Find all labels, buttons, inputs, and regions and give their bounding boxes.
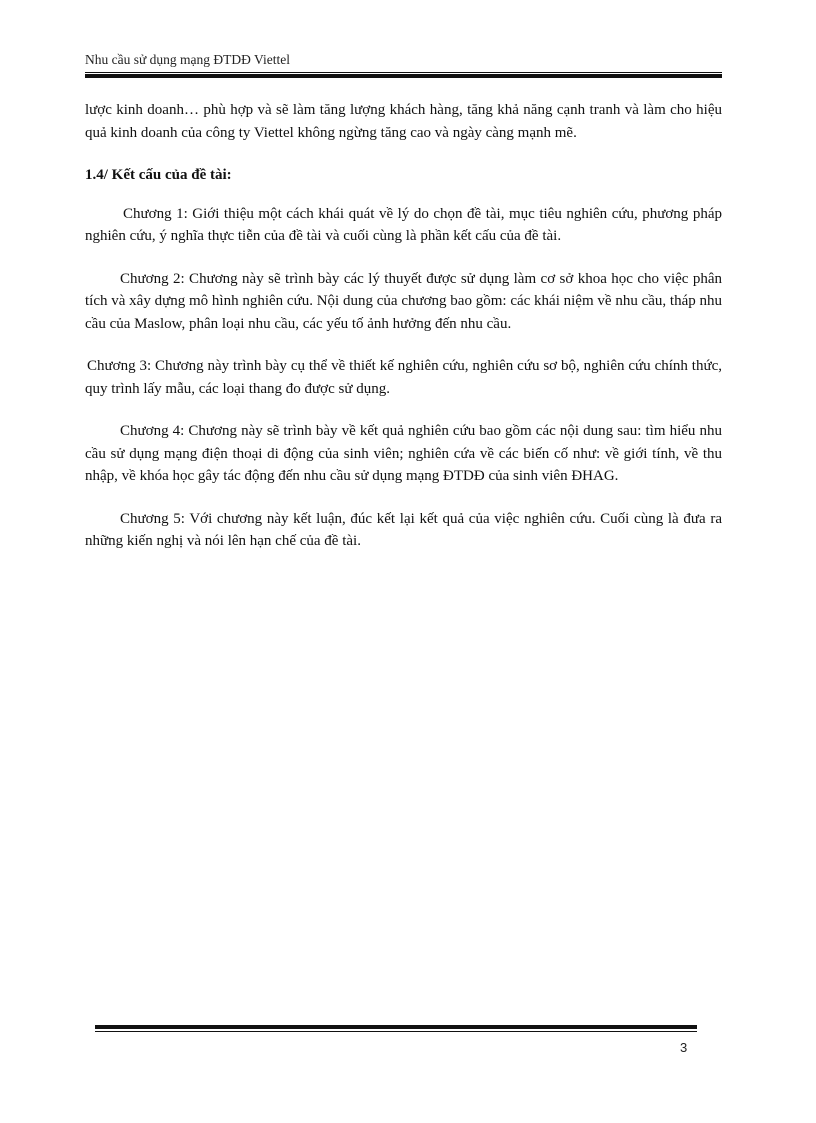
lead-paragraph: lược kinh doanh… phù hợp và sẽ làm tăng lượng khách hàng, tăng khả năng cạnh tranh và làm cho hiệu quả kinh doanh của công ty Viettel không ngừng tăng cao và ngày càng mạnh mẽ. <box>85 102 722 141</box>
footer-rule-thick <box>95 1025 697 1029</box>
chapter-2-paragraph: Chương 2: Chương này sẽ trình bày các lý thuyết được sử dụng làm cơ sở khoa học cho việc phân tích và xây dựng mô hình nghiên cứu. Nội dung của chương bao gồm: các khái niệm về nhu cầu, tháp nhu cầu của Maslow, phân loại nhu cầu, các yếu tố ảnh hưởng đến nhu cầu. <box>85 270 722 332</box>
footer-rule-thin <box>95 1031 697 1032</box>
chapter-4-paragraph: Chương 4: Chương này sẽ trình bày về kết quả nghiên cứu bao gồm các nội dung sau: tìm hiểu nhu cầu sử dụng mạng điện thoại di động của sinh viên; nghiên cứa về các biến cố như: về giới tính, về thu nhập, về khóa học gây tác động đến nhu cầu sử dụng mạng ĐTDĐ của sinh viên ĐHAG. <box>85 423 722 484</box>
header-rule-thin <box>85 72 722 73</box>
chapter-1-paragraph: Chương 1: Giới thiệu một cách khái quát về lý do chọn đề tài, mục tiêu nghiên cứu, phương pháp nghiên cứu, ý nghĩa thực tiễn của đề tài và cuối cùng là phần kết cấu của đề tài. <box>85 205 722 244</box>
chapter-5-paragraph: Chương 5: Với chương này kết luận, đúc kết lại kết quả của việc nghiên cứu. Cuối cùng là đưa ra những kiến nghị và nói lên hạn chế của đề tài. <box>85 510 722 549</box>
section-heading: 1.4/ Kết cấu của đề tài: <box>85 167 232 183</box>
header-rule-thick <box>85 74 722 78</box>
page-number: 3 <box>680 1040 688 1055</box>
running-title: Nhu cầu sử dụng mạng ĐTDĐ Viettel <box>85 52 290 67</box>
chapter-3-paragraph: Chương 3: Chương này trình bày cụ thể về thiết kế nghiên cứu, nghiên cứu sơ bộ, nghiên cứu chính thức, quy trình lấy mẫu, các loại thang đo được sử dụng. <box>85 358 722 397</box>
page-body <box>85 99 722 573</box>
